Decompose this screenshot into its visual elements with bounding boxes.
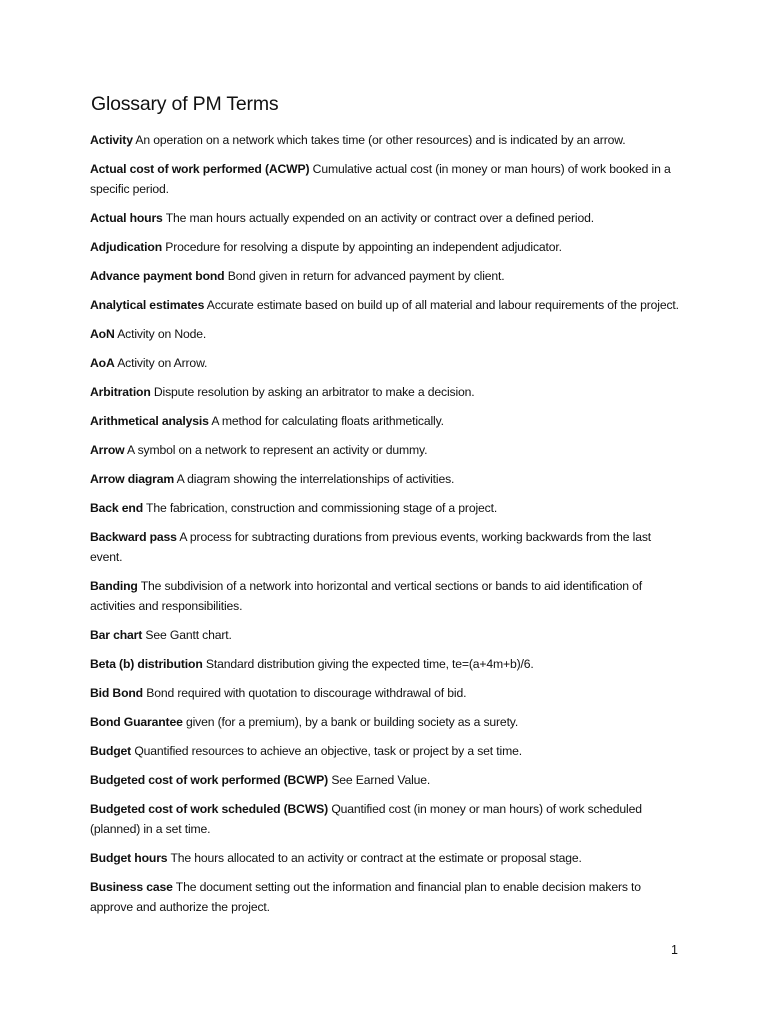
glossary-term: AoN <box>90 327 115 341</box>
glossary-definition: Activity on Node. <box>117 327 207 341</box>
glossary-definition: given (for a premium), by a bank or building society as a surety. <box>185 715 519 729</box>
glossary-definition: Bond required with quotation to discourage withdrawal of bid. <box>146 686 467 700</box>
glossary-term: Budget hours <box>90 851 168 865</box>
glossary-definition: Standard distribution giving the expected time, te=(a+4m+b)/6. <box>205 657 534 671</box>
glossary-entry <box>90 266 680 286</box>
glossary-term: Arrow diagram <box>90 472 175 486</box>
glossary-definition: The hours allocated to an activity or contract at the estimate or proposal stage. <box>170 851 582 865</box>
glossary-definition: A diagram showing the interrelationships of activities. <box>176 472 455 486</box>
glossary-definition: Activity on Arrow. <box>117 356 208 370</box>
glossary-entry <box>90 741 680 761</box>
glossary-entry <box>90 295 680 315</box>
glossary-term: Budget <box>90 744 132 758</box>
glossary-definition: A method for calculating floats arithmetically. <box>211 414 444 428</box>
glossary-term: Advance payment bond <box>90 269 225 283</box>
glossary-definition: The document setting out the information and financial plan to enable decision makers to approve and authorize the project. <box>90 880 641 914</box>
glossary-term: Beta (b) distribution <box>90 657 203 671</box>
glossary-entry <box>90 208 680 228</box>
glossary-entry <box>90 130 680 150</box>
glossary-term: Budgeted cost of work performed (BCWP) <box>90 773 329 787</box>
glossary-entry <box>90 848 680 868</box>
glossary-definition: The fabrication, construction and commissioning stage of a project. <box>146 501 498 515</box>
glossary-definition: An operation on a network which takes time (or other resources) and is indicated by an arrow. <box>135 133 626 147</box>
glossary-definition: The subdivision of a network into horizontal and vertical sections or bands to aid identification of activities and responsibilities. <box>90 579 642 613</box>
glossary-definition: Dispute resolution by asking an arbitrator to make a decision. <box>153 385 475 399</box>
glossary-definition: Bond given in return for advanced payment by client. <box>227 269 505 283</box>
glossary-entry <box>90 237 680 257</box>
glossary-term: Arithmetical analysis <box>90 414 209 428</box>
glossary-definition: Cumulative actual cost (in money or man hours) of work booked in a specific period. <box>90 162 671 196</box>
glossary-entry <box>90 712 680 732</box>
glossary-term: Analytical estimates <box>90 298 205 312</box>
page-title: Glossary of PM Terms <box>91 93 279 115</box>
glossary-definition: The man hours actually expended on an activity or contract over a defined period. <box>165 211 594 225</box>
glossary-definition: Quantified resources to achieve an objective, task or project by a set time. <box>134 744 522 758</box>
glossary-term: Activity <box>90 133 133 147</box>
glossary-list <box>90 130 680 926</box>
glossary-entry <box>90 353 680 373</box>
glossary-entry <box>90 498 680 518</box>
glossary-term: Budgeted cost of work scheduled (BCWS) <box>90 802 329 816</box>
glossary-term: Adjudication <box>90 240 162 254</box>
glossary-entry <box>90 382 680 402</box>
glossary-definition: A symbol on a network to represent an activity or dummy. <box>127 443 428 457</box>
glossary-term: Backward pass <box>90 530 177 544</box>
glossary-entry <box>90 469 680 489</box>
glossary-entry <box>90 527 680 567</box>
glossary-definition: A process for subtracting durations from previous events, working backwards from the last event. <box>90 530 652 564</box>
glossary-entry <box>90 877 680 917</box>
glossary-definition: Procedure for resolving a dispute by appointing an independent adjudicator. <box>165 240 562 254</box>
page-number: 1 <box>671 943 678 957</box>
glossary-term: Actual hours <box>90 211 163 225</box>
glossary-definition: See Earned Value. <box>331 773 431 787</box>
glossary-entry <box>90 770 680 790</box>
glossary-entry <box>90 683 680 703</box>
glossary-term: Arbitration <box>90 385 151 399</box>
glossary-entry <box>90 625 680 645</box>
glossary-entry <box>90 159 680 199</box>
glossary-term: Back end <box>90 501 143 515</box>
glossary-definition: Accurate estimate based on build up of all material and labour requirements of the project. <box>206 298 679 312</box>
glossary-term: Arrow <box>90 443 125 457</box>
glossary-term: Business case <box>90 880 173 894</box>
glossary-entry <box>90 411 680 431</box>
glossary-definition: Quantified cost (in money or man hours) of work scheduled (planned) in a set time. <box>90 802 642 836</box>
glossary-term: AoA <box>90 356 115 370</box>
glossary-term: Bar chart <box>90 628 143 642</box>
glossary-term: Bond Guarantee <box>90 715 183 729</box>
glossary-entry <box>90 440 680 460</box>
glossary-entry <box>90 324 680 344</box>
glossary-definition: See Gantt chart. <box>145 628 232 642</box>
glossary-entry <box>90 654 680 674</box>
glossary-term: Bid Bond <box>90 686 143 700</box>
glossary-term: Actual cost of work performed (ACWP) <box>90 162 310 176</box>
glossary-entry <box>90 799 680 839</box>
glossary-entry <box>90 576 680 616</box>
glossary-term: Banding <box>90 579 138 593</box>
